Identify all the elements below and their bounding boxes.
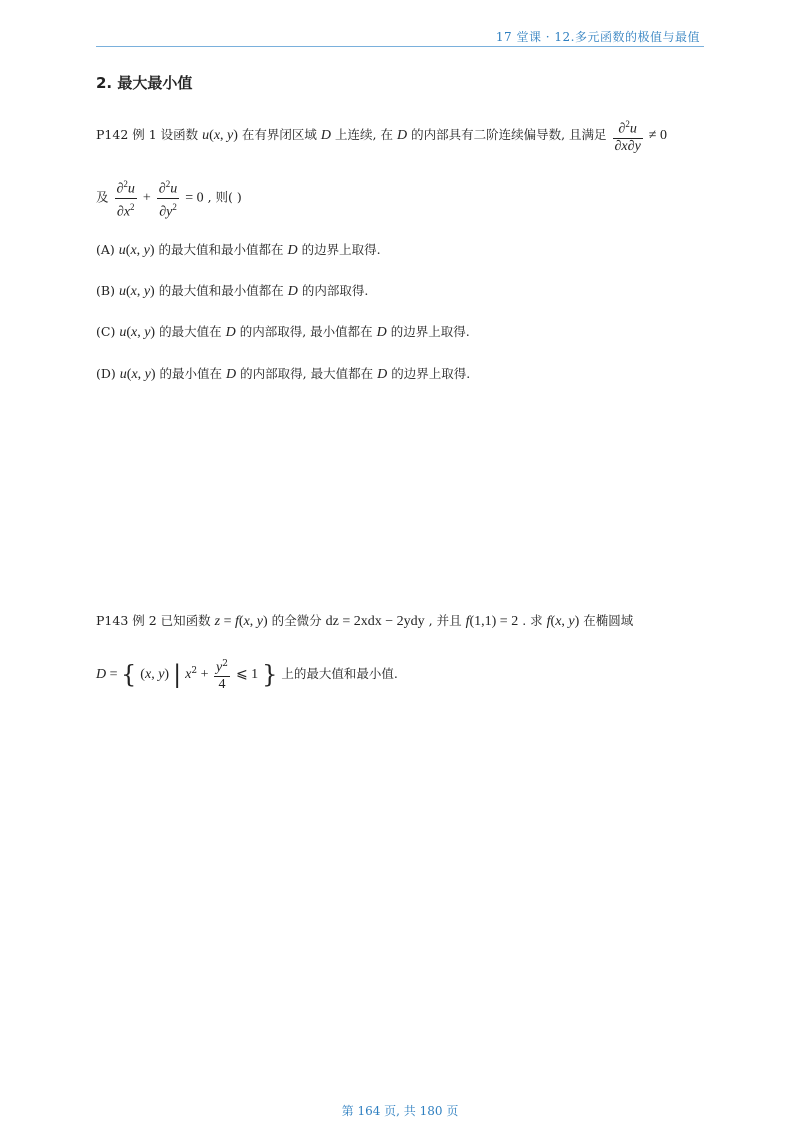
example1-text-b: 上连续, 在	[335, 126, 393, 142]
option-c-text-c: 的边界上取得.	[390, 324, 470, 339]
option-a-text-a: 的最大值和最小值都在	[158, 242, 284, 257]
ellipse-fraction: $\frac{y^2}{4}$	[214, 656, 230, 693]
example1-text-d: 及	[96, 189, 109, 205]
example2-text-c: . 求	[522, 613, 543, 628]
example1-text-c: 的内部具有二阶连续偏导数, 且满足	[411, 126, 607, 142]
uxx-fraction: $\frac{\partial^2u}{\partial x^2}$	[115, 176, 137, 220]
running-header: 17 堂课 · 12.多元函数的极值与最值	[495, 30, 700, 44]
example2-text-d: 在椭圆域	[583, 613, 634, 628]
option-d-label: (D)	[96, 366, 116, 381]
header-rule	[96, 46, 704, 47]
option-b-text-b: 的内部取得.	[301, 283, 369, 298]
example2-text-b: , 并且	[428, 613, 462, 628]
option-d: (D) u(x, y) 的最小值在 D 的内部取得, 最大值都在 D 的边界上取得.	[96, 366, 471, 382]
option-d-text-c: 的边界上取得.	[391, 366, 471, 381]
example1-text-a: 在有界闭区域	[241, 126, 317, 142]
option-b: (B) u(x, y) 的最大值和最小值都在 D 的内部取得.	[96, 283, 369, 299]
option-d-text-a: 的最小值在	[159, 366, 223, 381]
example2-label: P143 例 2 已知函数	[96, 613, 211, 628]
page-footer: 第 164 页, 共 180 页	[341, 1104, 459, 1118]
mixed-partial-fraction: $\frac{\partial^2u}{\partial x\partial y}$	[613, 116, 643, 155]
example1-line1: P142 例 1 设函数 u(x, y) 在有界闭区域 D 上连续, 在 D 的内部具有二阶连续偏导数, 且满足 $\frac{\partial^2u}{\partial x\partial y}$ ≠ 0	[96, 116, 667, 155]
option-c: (C) u(x, y) 的最大值在 D 的内部取得, 最小值都在 D 的边界上取得.	[96, 324, 470, 340]
option-a-label: (A)	[96, 242, 115, 257]
option-b-text-a: 的最大值和最小值都在	[158, 283, 284, 298]
example2-line2: D = { (x, y) | $x^2$ + $\frac{y^2}{4}$ ⩽ 1 } 上的最大值和最小值.	[96, 656, 398, 693]
option-a: (A) u(x, y) 的最大值和最小值都在 D 的边界上取得.	[96, 242, 381, 258]
example2-text-a: 的全微分	[271, 613, 322, 628]
example1-label: P142 例 1 设函数	[96, 126, 199, 142]
example1-line2: 及 $\frac{\partial^2u}{\partial x^2}$ + $\frac{\partial^2u}{\partial y^2}$ = 0 , 则( )	[96, 176, 242, 220]
option-a-text-b: 的边界上取得.	[301, 242, 381, 257]
option-b-label: (B)	[96, 283, 115, 298]
option-c-label: (C)	[96, 324, 116, 339]
option-d-text-b: 的内部取得, 最大值都在	[240, 366, 374, 381]
option-c-text-b: 的内部取得, 最小值都在	[239, 324, 373, 339]
example1-text-e: , 则( )	[207, 189, 242, 205]
example2-line1: P143 例 2 已知函数 z = f(x, y) 的全微分 dz = 2xdx − 2ydy , 并且 f(1,1) = 2 . 求 f(x, y) 在椭圆域	[96, 613, 634, 629]
section-title: 2. 最大最小值	[96, 74, 193, 92]
uyy-fraction: $\frac{\partial^2u}{\partial y^2}$	[157, 176, 179, 220]
option-c-text-a: 的最大值在	[159, 324, 222, 339]
example2-text-e: 上的最大值和最小值.	[281, 666, 398, 682]
